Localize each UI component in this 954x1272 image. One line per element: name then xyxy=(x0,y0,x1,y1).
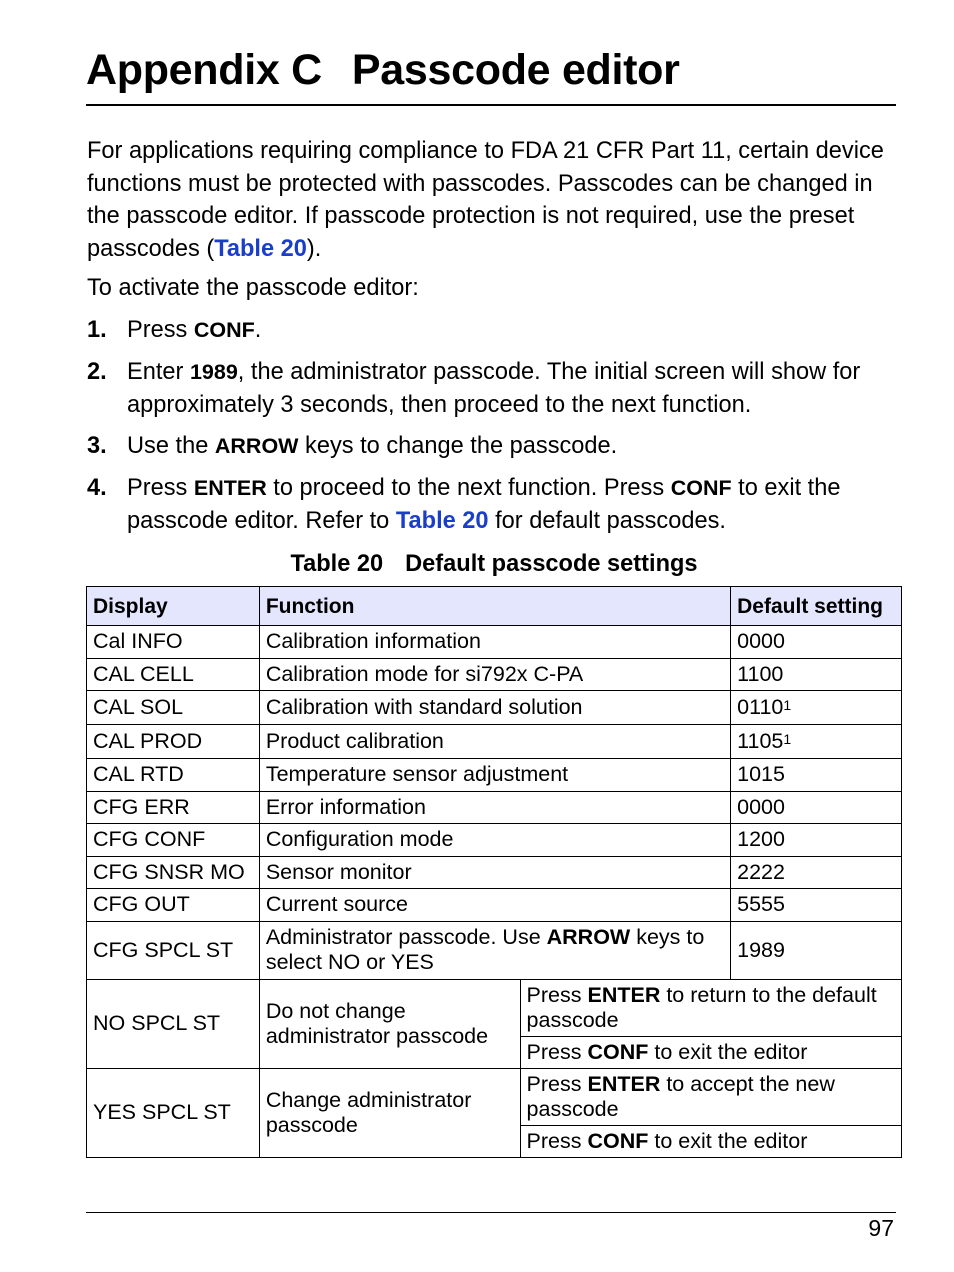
intro-suffix: ). xyxy=(306,235,322,262)
cell-function: Current source xyxy=(259,889,730,922)
option-text: Press xyxy=(526,1039,588,1064)
option-text: to accept the new passcode xyxy=(526,1071,835,1121)
key-name: CONF xyxy=(587,1128,649,1153)
table-row xyxy=(87,921,902,979)
cell-display: CAL RTD xyxy=(87,759,260,792)
table-row xyxy=(87,824,902,857)
key-name: CONF xyxy=(193,318,255,342)
step-2 xyxy=(87,356,902,421)
cell-display: YES SPCL ST xyxy=(87,1068,260,1157)
key-name: ARROW xyxy=(546,925,631,949)
default-value: 0110 xyxy=(737,695,784,719)
cell-default xyxy=(731,725,902,759)
appendix-label: Appendix C xyxy=(86,46,322,94)
header-cell: Display xyxy=(87,587,260,626)
activate-text: To activate the passcode editor: xyxy=(87,275,419,301)
table-caption-number: Table 20 xyxy=(290,551,384,577)
step-number: 3. xyxy=(87,433,107,459)
cell-display: NO SPCL ST xyxy=(87,979,260,1068)
table-row xyxy=(87,626,902,659)
page-title xyxy=(86,46,680,95)
cell-default: 1200 xyxy=(731,824,902,857)
step-text: for default passcodes. xyxy=(488,507,726,534)
option-text: to exit the editor xyxy=(648,1128,808,1153)
step-text: to proceed to the next function. Press xyxy=(266,475,671,501)
key-name: ENTER xyxy=(587,982,661,1007)
cell-default: 0000 xyxy=(731,791,902,824)
key-name: ENTER xyxy=(193,476,267,500)
appendix-title: Passcode editor xyxy=(351,46,680,94)
step-3 xyxy=(87,430,902,463)
key-name: ARROW xyxy=(214,434,299,458)
cell-option xyxy=(520,979,901,1036)
step-1 xyxy=(87,314,902,347)
cell-option xyxy=(520,1125,901,1157)
intro-text: For applications requiring compliance to FDA 21 CFR Part 11, certain device functions must be protected with passcodes. Passcodes can be changed in the passcode editor. If passcode protection is not required, use the preset passcodes ( xyxy=(87,138,884,262)
cell-display: CFG SNSR MO xyxy=(87,856,260,889)
table-row xyxy=(87,658,902,691)
cell-default: 5555 xyxy=(731,889,902,922)
key-name: ENTER xyxy=(587,1071,661,1096)
footnote-mark: 1 xyxy=(783,731,792,747)
cell-function: Product calibration xyxy=(259,725,730,759)
table-row xyxy=(87,791,902,824)
cell-display: CAL PROD xyxy=(87,725,260,759)
table-row xyxy=(87,691,902,725)
passcode-table xyxy=(86,586,902,1158)
step-number: 4. xyxy=(87,475,107,501)
option-text: to exit the editor xyxy=(648,1039,808,1064)
key-name: CONF xyxy=(587,1039,649,1064)
step-number: 2. xyxy=(87,359,107,385)
step-number: 1. xyxy=(87,317,107,343)
page-number: 97 xyxy=(868,1215,894,1241)
table-caption-title: Default passcode settings xyxy=(405,551,698,577)
default-value: 1105 xyxy=(737,729,784,753)
cell-default: 1015 xyxy=(731,759,902,792)
footnote-mark: 1 xyxy=(783,697,792,713)
footer-divider xyxy=(86,1212,896,1213)
function-text: Administrator passcode. Use xyxy=(265,925,547,949)
table-link[interactable]: Table 20 xyxy=(214,235,307,262)
cell-display: CAL CELL xyxy=(87,658,260,691)
cell-function: Configuration mode xyxy=(259,824,730,857)
cell-default: 0000 xyxy=(731,626,902,659)
option-text: Press xyxy=(526,1128,588,1153)
cell-display: CFG SPCL ST xyxy=(87,921,260,979)
step-text: to exit the passcode editor. Refer to xyxy=(127,475,841,534)
header-cell: Function xyxy=(259,587,730,626)
table-row xyxy=(87,856,902,889)
cell-option xyxy=(520,1036,901,1068)
intro-paragraph xyxy=(87,135,902,265)
step-4 xyxy=(87,472,902,537)
option-text: Press xyxy=(526,1071,588,1096)
header-cell: Default setting xyxy=(731,587,902,626)
table-row xyxy=(87,889,902,922)
table-header-row xyxy=(87,587,902,626)
cell-function: Change administrator passcode xyxy=(259,1068,520,1157)
cell-function xyxy=(259,921,730,979)
cell-default: 1100 xyxy=(731,658,902,691)
cell-default: 1989 xyxy=(731,921,902,979)
key-name: CONF xyxy=(670,476,732,500)
key-name: 1989 xyxy=(189,360,238,384)
function-text: keys to select NO or YES xyxy=(265,925,705,974)
table-row xyxy=(87,759,902,792)
step-text: Press xyxy=(127,317,194,343)
cell-function: Sensor monitor xyxy=(259,856,730,889)
option-text: Press xyxy=(526,982,588,1007)
cell-function: Calibration with standard solution xyxy=(259,691,730,725)
step-text: keys to change the passcode. xyxy=(298,433,618,459)
step-text: . xyxy=(254,317,262,343)
cell-function: Do not change administrator passcode xyxy=(259,979,520,1068)
table-row xyxy=(87,979,902,1036)
cell-default xyxy=(731,691,902,725)
cell-function: Error information xyxy=(259,791,730,824)
step-text: Use the xyxy=(127,433,215,459)
title-divider xyxy=(86,104,896,106)
step-text: , the administrator passcode. The initial screen will show for approximately 3 seconds, then proceed to the next function. xyxy=(127,359,861,418)
cell-default: 2222 xyxy=(731,856,902,889)
cell-display: Cal INFO xyxy=(87,626,260,659)
cell-display: CFG CONF xyxy=(87,824,260,857)
step-text: Enter xyxy=(127,359,190,385)
cell-display: CAL SOL xyxy=(87,691,260,725)
table-row xyxy=(87,1068,902,1125)
table-caption xyxy=(0,551,954,578)
cell-option xyxy=(520,1068,901,1125)
table-row xyxy=(87,725,902,759)
cell-function: Calibration mode for si792x C-PA xyxy=(259,658,730,691)
table-link[interactable]: Table 20 xyxy=(395,507,489,534)
cell-function: Temperature sensor adjustment xyxy=(259,759,730,792)
cell-display: CFG ERR xyxy=(87,791,260,824)
cell-display: CFG OUT xyxy=(87,889,260,922)
cell-function: Calibration information xyxy=(259,626,730,659)
option-text: to return to the default passcode xyxy=(526,982,877,1032)
step-text: Press xyxy=(127,475,194,501)
